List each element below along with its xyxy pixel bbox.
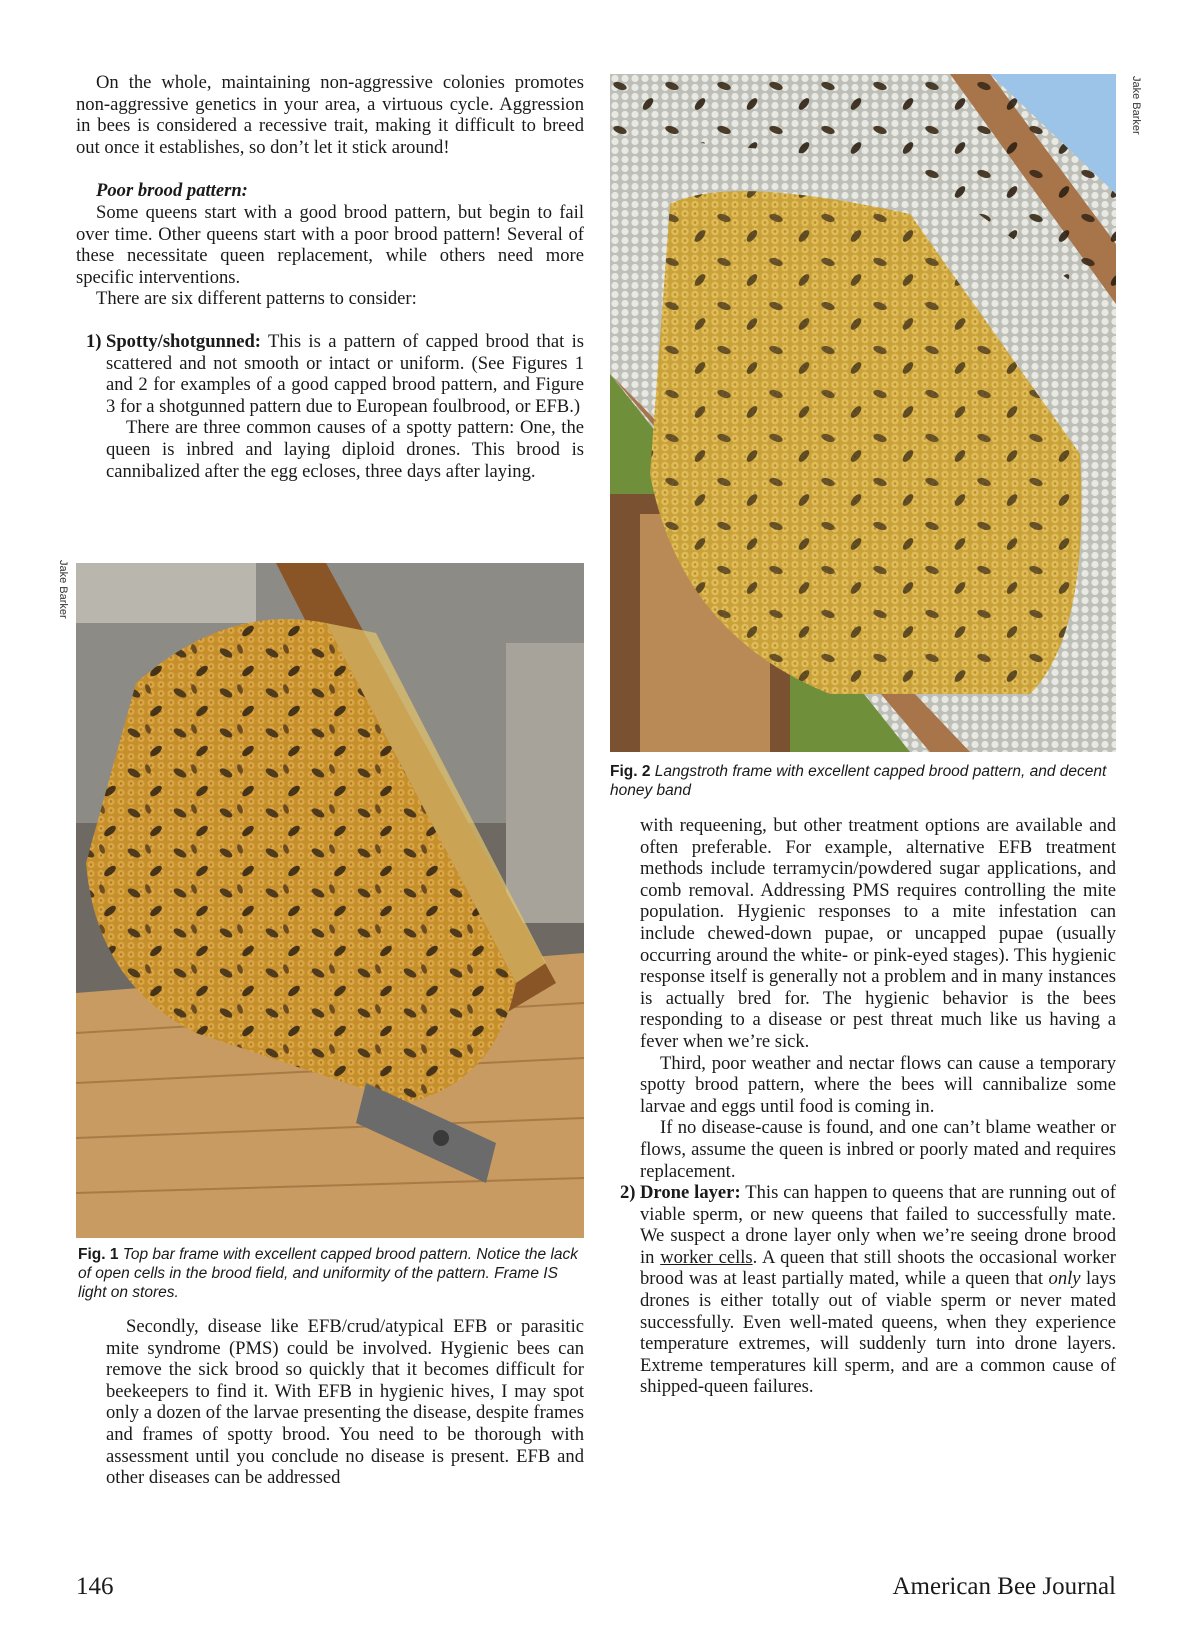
- page-number: 146: [76, 1573, 114, 1600]
- caption-text: Langstroth frame with excellent capped brood pattern, and decent honey band: [610, 763, 1107, 799]
- list-item-body: This can happen to queens that are running out of viable sperm, or new queens that failed to successfully mate. We suspect a drone layer only when we’re seeing drone brood in: [640, 1182, 1117, 1268]
- list-number: 2): [620, 1182, 636, 1204]
- langstroth-frame-illustration: [610, 74, 1116, 752]
- list-item-text: [106, 331, 584, 417]
- section-heading: Poor brood pattern:: [96, 180, 248, 202]
- photo-credit: Jake Barker: [1130, 76, 1142, 135]
- list-item-body: . A queen that still shoots the occasional worker brood was at least partially mated, while a queen that: [640, 1246, 1116, 1290]
- photo-credit: Jake Barker: [57, 560, 69, 619]
- list-item-spotty: [76, 331, 584, 482]
- right-paragraph: with requeening, but other treatment options are available and often preferable. For example, alternative EFB treatment methods include terramycin/powdered sugar applications, and comb removal. Addressing PMS requires controlling the mite population. Hygienic responses to a mite infestation can include chewed-down pupae, or uncapped pupae (usually occurring around the white- or pink-eyed stages). This hygienic response itself is generally not a problem and in many instances is actually bred for. The hygienic behavior is the bees responding to a disease or pest threat much like us having a fever when we’re sick.: [640, 815, 1116, 1052]
- list-item-text: [640, 1182, 1116, 1398]
- figure-label: Fig. 1: [78, 1246, 119, 1263]
- figure-1-caption: [78, 1245, 586, 1302]
- right-paragraph: If no disease-cause is found, and one can’t blame weather or flows, assume the queen is inbred or poorly mated and requires replacement.: [640, 1117, 1116, 1182]
- figure-2-caption: [610, 762, 1116, 800]
- caption-text: Top bar frame with excellent capped brood pattern. Notice the lack of open cells in the brood field, and uniformity of the pattern. Frame IS light on stores.: [78, 1246, 579, 1301]
- section-paragraph: There are six different patterns to consider:: [96, 288, 417, 310]
- right-column-text: [620, 815, 1117, 1398]
- lower-paragraph: Secondly, disease like EFB/crud/atypical EFB or parasitic mite syndrome (PMS) could be involved. Hygienic bees can remove the sick brood so quickly that it becomes difficult for beekeepers to find it. With EFB in hygienic hives, I may spot only a dozen of the larvae presenting the disease, despite frames and frames of spotty brood. You need to be thorough with assessment until you conclude no disease is present. EFB and other diseases can be addressed: [106, 1316, 584, 1489]
- list-item-body: lays drones is either totally out of viable sperm or never mated successfully. Even well-mated queens, when they experience temperature extremes, will suddenly turn into drone layers. Extreme temperatures kill sperm, and are a common cause of shipped-queen failures.: [640, 1268, 1116, 1398]
- figure-2-photo: [610, 74, 1116, 752]
- list-item-drone-layer: [610, 1182, 1116, 1398]
- list-item-body: This is a pattern of capped brood that is scattered and not smooth or intact or uniform. (See Figures 1 and 2 for examples of a good capped brood pattern, and Figure 3 for a shotgunned pattern due to European foulbrood, or EFB.): [106, 330, 584, 417]
- figure-label: Fig. 2: [610, 763, 651, 780]
- underlined-term: worker cells: [660, 1246, 753, 1268]
- left-column-upper: [76, 72, 584, 482]
- list-number: 1): [86, 330, 102, 352]
- journal-name: American Bee Journal: [892, 1573, 1116, 1600]
- right-paragraph: Third, poor weather and nectar flows can cause a temporary spotty brood pattern, where the bees will cannibalize some larvae and eggs until food is coming in.: [640, 1052, 1116, 1117]
- section-paragraph: Some queens start with a good brood pattern, but begin to fail over time. Other queens start with a poor brood pattern! Several of these necessitate queen replacement, while others need more specific interventions.: [76, 201, 584, 288]
- figure-1-photo: [76, 563, 584, 1238]
- intro-paragraph: On the whole, maintaining non-aggressive colonies promotes non-aggressive genetics in your area, a virtuous cycle. Aggression in bees is considered a recessive trait, making it difficult to breed out once it establishes, so don’t let it stick around!: [76, 72, 584, 158]
- left-column-lower: [106, 1316, 584, 1489]
- list-item-paragraph: There are three common causes of a spotty pattern: One, the queen is inbred and laying diploid drones. This brood is cannibalized after the egg ecloses, three days after laying.: [106, 417, 584, 482]
- list-item-title: Spotty/shotgunned:: [106, 330, 261, 352]
- italic-term: only: [1048, 1268, 1081, 1290]
- top-bar-frame-illustration: [76, 563, 584, 1238]
- list-item-title: Drone layer:: [640, 1182, 741, 1204]
